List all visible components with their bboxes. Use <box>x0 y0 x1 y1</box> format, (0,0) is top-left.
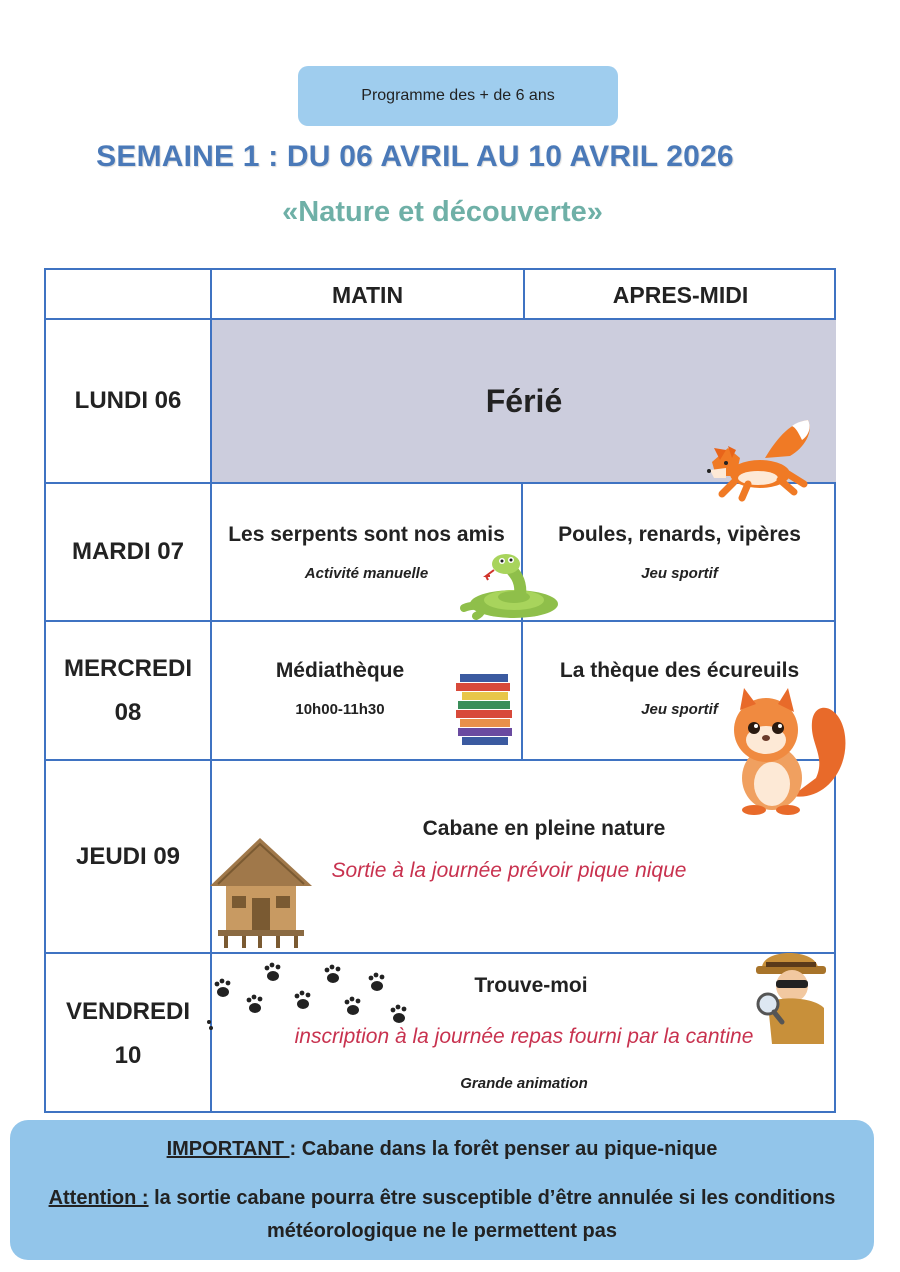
important-note <box>10 1138 874 1161</box>
activity-title: Trouve-moi <box>474 974 588 997</box>
column-header-morning: MATIN <box>331 281 404 308</box>
activity-note: Jeu sportif <box>641 700 718 718</box>
attention-note-line2: météorologique ne le permettent pas <box>266 1220 618 1242</box>
info-box <box>10 1120 874 1260</box>
attention-text: la sortie cabane pourra être susceptible d’être annulée si les conditions <box>148 1187 836 1209</box>
day-label-monday: LUNDI 06 <box>74 387 182 414</box>
important-label: IMPORTANT <box>166 1138 290 1160</box>
week-title: SEMAINE 1 : DU 06 AVRIL AU 10 AVRIL 2026 <box>96 140 734 173</box>
day-number: 10 <box>114 1041 142 1069</box>
day-name: MERCREDI <box>63 654 192 682</box>
column-header-afternoon: APRES-MIDI <box>612 281 749 308</box>
day-number: 08 <box>114 698 142 726</box>
activity-time: 10h00-11h30 <box>295 700 385 718</box>
activity-title: La thèque des écureuils <box>559 658 800 682</box>
activity-note: Sortie à la journée prévoir pique nique <box>331 859 687 882</box>
schedule-table <box>44 268 836 1113</box>
tuesday-afternoon-cell <box>523 492 836 612</box>
program-tagline: Programme des + de 6 ans <box>298 66 618 126</box>
activity-note: Activité manuelle <box>304 564 429 582</box>
squirrel-icon <box>726 686 852 816</box>
activity-title: Médiathèque <box>275 658 405 682</box>
day-label-thursday: JEUDI 09 <box>75 842 181 870</box>
books-icon <box>454 670 516 748</box>
activity-subtitle: Grande animation <box>460 1075 588 1092</box>
activity-title: Les serpents sont nos amis <box>228 522 505 546</box>
paw-prints-icon <box>205 960 415 1035</box>
wednesday-morning-cell <box>212 632 468 744</box>
theme-title: «Nature et découverte» <box>282 196 603 228</box>
activity-title: Cabane en pleine nature <box>422 817 666 840</box>
activity-note: inscription à la journée repas fourni par la cantine <box>294 1025 754 1048</box>
detective-icon <box>754 938 826 1044</box>
snake-icon <box>458 550 564 622</box>
day-name: VENDREDI <box>65 997 191 1025</box>
day-label-tuesday: MARDI 07 <box>71 538 185 565</box>
attention-label: Attention : <box>48 1187 149 1209</box>
holiday-label: Férié <box>485 382 563 419</box>
day-label-friday <box>46 954 210 1113</box>
attention-note <box>10 1187 874 1210</box>
hut-icon <box>208 836 314 948</box>
important-text: : Cabane dans la forêt penser au pique-nique <box>289 1138 718 1160</box>
activity-note: Jeu sportif <box>641 564 718 582</box>
fox-icon <box>700 418 815 502</box>
day-label-wednesday <box>46 622 210 759</box>
activity-title: Poules, renards, vipères <box>558 522 801 546</box>
